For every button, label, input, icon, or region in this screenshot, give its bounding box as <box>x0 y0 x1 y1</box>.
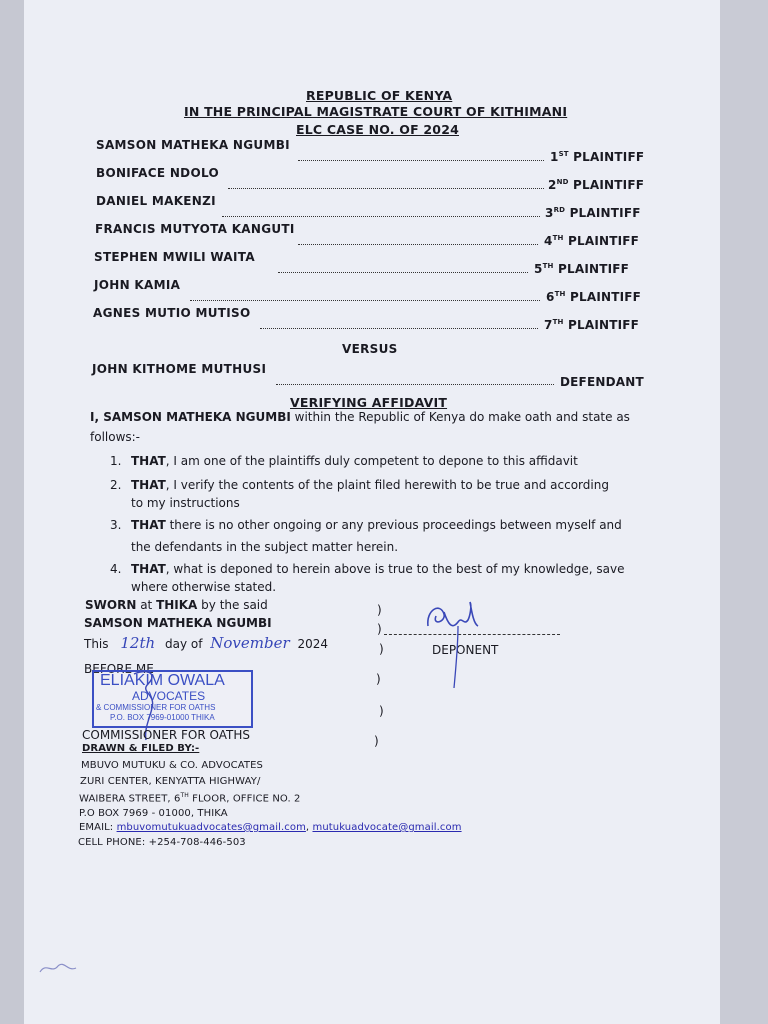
stamp-address: P.O. BOX 7969-01000 THIKA <box>110 713 215 722</box>
before-me-label: BEFORE ME <box>84 662 154 676</box>
affidavit-title: VERIFYING AFFIDAVIT <box>290 395 448 410</box>
stamp-title: ADVOCATES <box>132 689 206 703</box>
paren: ) <box>376 672 381 686</box>
dotted-leader <box>298 234 538 245</box>
clause-number: 4. <box>110 562 122 576</box>
dotted-leader <box>260 318 538 329</box>
dotted-leader <box>190 290 540 301</box>
clause-number: 1. <box>110 454 122 468</box>
plaintiff-role: 7TH PLAINTIFF <box>544 318 640 332</box>
firm-name: MBUVO MUTUKU & CO. ADVOCATES <box>81 760 263 771</box>
drawn-filed-title: DRAWN & FILED BY:- <box>82 743 200 754</box>
clause-number: 2. <box>110 478 122 492</box>
paren: ) <box>374 734 379 748</box>
clause-text: THAT, I am one of the plaintiffs duly competent to depone to this affidavit <box>131 454 578 468</box>
paren: ) <box>379 642 384 656</box>
versus-label: VERSUS <box>342 342 398 356</box>
stamp-name: ELIAKIM OWALA <box>100 672 225 689</box>
dotted-leader <box>222 206 540 217</box>
clause-text-cont: the defendants in the subject matter herein. <box>131 540 399 554</box>
clause-text: THAT, I verify the contents of the plaint filed herewith to be true and according <box>131 478 609 492</box>
handwritten-month: November <box>210 634 290 652</box>
firm-pobox: P.O BOX 7969 - 01000, THIKA <box>79 808 228 819</box>
clause-text: THAT, what is deponed to herein above is true to the best of my knowledge, save <box>131 562 625 576</box>
plaintiff-name: BONIFACE NDOLO <box>96 166 219 180</box>
plaintiff-role: 4TH PLAINTIFF <box>544 234 640 248</box>
dotted-leader <box>298 150 544 161</box>
dotted-leader <box>278 262 528 273</box>
plaintiff-role: 5TH PLAINTIFF <box>534 262 630 276</box>
clause-number: 3. <box>110 518 122 532</box>
plaintiff-name: SAMSON MATHEKA NGUMBI <box>96 138 290 152</box>
plaintiff-role: 1ST PLAINTIFF <box>550 150 645 164</box>
intro-line: I, SAMSON MATHEKA NGUMBI within the Republic of Kenya do make oath and state as <box>90 410 630 424</box>
ink-smudge <box>36 956 80 978</box>
commissioner-label: COMMISSIONER FOR OATHS <box>82 728 250 742</box>
defendant-role: DEFENDANT <box>560 375 644 389</box>
email-link-1[interactable]: mbuvomutukuadvocates@gmail.com <box>116 822 306 833</box>
email-link-2[interactable]: mutukuadvocate@gmail.com <box>312 822 462 833</box>
paren: ) <box>377 622 382 636</box>
clause-text-cont: to my instructions <box>131 496 240 510</box>
sworn-line: SWORN at THIKA by the said <box>85 598 268 612</box>
plaintiff-role: 3RD PLAINTIFF <box>545 206 641 220</box>
clause-text: THAT there is no other ongoing or any previous proceedings between myself and <box>131 518 622 532</box>
paren: ) <box>377 603 382 617</box>
defendant-name: JOHN KITHOME MUTHUSI <box>92 362 267 376</box>
header-republic: REPUBLIC OF KENYA <box>306 88 453 103</box>
firm-address-1: ZURI CENTER, KENYATTA HIGHWAY/ <box>80 776 261 787</box>
firm-address-2: WAIBERA STREET, 6TH FLOOR, OFFICE NO. 2 <box>79 792 301 805</box>
commissioner-stamp <box>92 670 253 728</box>
plaintiff-name: FRANCIS MUTYOTA KANGUTI <box>95 222 295 236</box>
deponent-signature <box>418 596 498 692</box>
plaintiff-role: 2ND PLAINTIFF <box>548 178 645 192</box>
firm-phone: CELL PHONE: +254-708-446-503 <box>78 837 246 848</box>
sworn-name: SAMSON MATHEKA NGUMBI <box>84 616 272 630</box>
plaintiff-name: JOHN KAMIA <box>94 278 181 292</box>
header-case-no: ELC CASE NO. OF 2024 <box>296 122 459 137</box>
plaintiff-name: STEPHEN MWILI WAITA <box>94 250 255 264</box>
handwritten-day: 12th <box>120 634 156 652</box>
firm-email: EMAIL: mbuvomutukuadvocates@gmail.com, mutukuadvocate@gmail.com <box>79 822 462 833</box>
plaintiff-name: DANIEL MAKENZI <box>96 194 216 208</box>
dotted-leader <box>228 178 544 189</box>
plaintiff-name: AGNES MUTIO MUTISO <box>93 306 251 320</box>
header-court: IN THE PRINCIPAL MAGISTRATE COURT OF KITHIMANI <box>184 104 568 119</box>
deponent-label: DEPONENT <box>432 643 499 657</box>
sworn-date-line: This 12th day of November 2024 <box>84 634 329 652</box>
clause-text-cont: where otherwise stated. <box>131 580 277 594</box>
paren: ) <box>379 704 384 718</box>
dotted-leader <box>276 374 554 385</box>
intro-follows: follows:- <box>90 430 141 444</box>
stamp-role: & COMMISSIONER FOR OATHS <box>96 703 216 712</box>
plaintiff-role: 6TH PLAINTIFF <box>546 290 642 304</box>
